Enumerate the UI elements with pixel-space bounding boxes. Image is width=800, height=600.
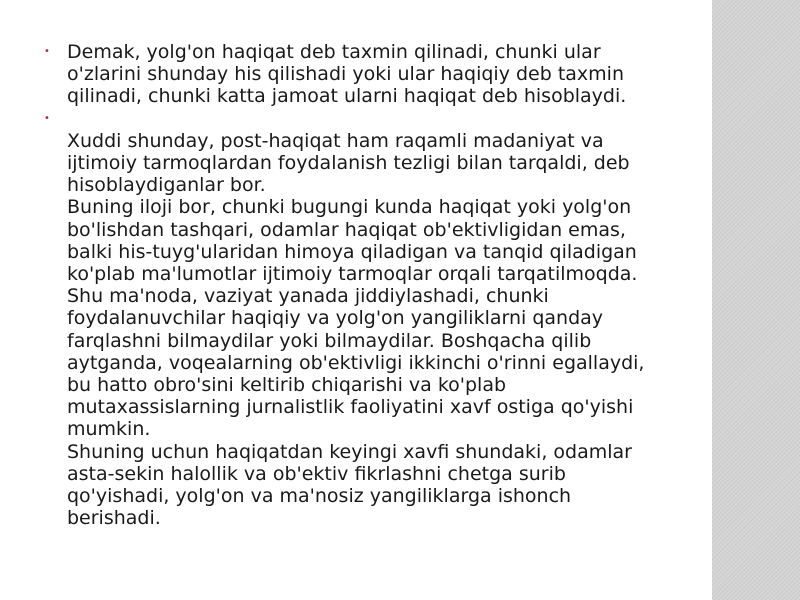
text-line: berishadi. [67, 507, 161, 530]
text-line: foydalanuvchilar haqiqiy va yolg'on yangiliklarni qanday [67, 307, 604, 330]
text-line: asta-sekin halollik va ob'ektiv fikrlashni chetga surib [67, 462, 566, 485]
text-line: ijtimoiy tarmoqlardan foydalanish tezligi bilan tarqaldi, deb [67, 152, 630, 174]
text-line: Shu ma'noda, vaziyat yanada jiddiylashadi, chunki [67, 285, 549, 308]
text-line: mumkin. [67, 418, 151, 441]
text-line: bo'lishdan tashqari, odamlar haqiqat ob'ektivligidan emas, [67, 218, 626, 241]
bullet-marker: • [44, 112, 50, 124]
text-line: hisoblaydiganlar bor. [67, 174, 266, 197]
empty-line [67, 108, 704, 130]
bullet-item-1 [44, 41, 704, 108]
text-line: aytganda, voqealarning ob'ektivligi ikkinchi o'rinni egallaydi, [67, 351, 645, 374]
slide-body [44, 41, 704, 529]
text-line: mutaxassislarning jurnalistlik faoliyatini xavf ostiga qo'yishi [67, 396, 634, 419]
text-line: Demak, yolg'on haqiqat deb taxmin qilinadi, chunki ular [67, 41, 601, 63]
text-line: balki his-tuyg'ularidan himoya qiladigan va tanqid qiladigan [67, 240, 637, 263]
decorative-side-panel [712, 0, 800, 600]
text-line: Shuning uchun haqiqatdan keyingi xavfi shundaki, odamlar [67, 440, 632, 463]
text-line: qilinadi, chunki katta jamoat ularni haqiqat deb hisoblaydi. [67, 85, 627, 108]
bullet-item-2 [44, 108, 704, 530]
text-line: farqlashni bilmaydilar yoki bilmaydilar. Boshqacha qilib [67, 329, 592, 352]
text-line: qo'yishadi, yolg'on va ma'nosiz yangiliklarga ishonch [67, 485, 572, 508]
text-line: Buning iloji bor, chunki bugungi kunda haqiqat yoki yolg'on [67, 196, 632, 219]
bullet-marker: • [44, 46, 50, 57]
text-line: Xuddi shunday, post-haqiqat ham raqamli madaniyat va [67, 129, 604, 152]
text-line: o'zlarini shunday his qilishadi yoki ular haqiqiy deb taxmin [67, 63, 624, 86]
text-line: bu hatto obro'sini keltirib chiqarishi va ko'plab [67, 374, 507, 397]
text-line: ko'plab ma'lumotlar ijtimoiy tarmoqlar orqali tarqatilmoqda. [67, 263, 638, 286]
